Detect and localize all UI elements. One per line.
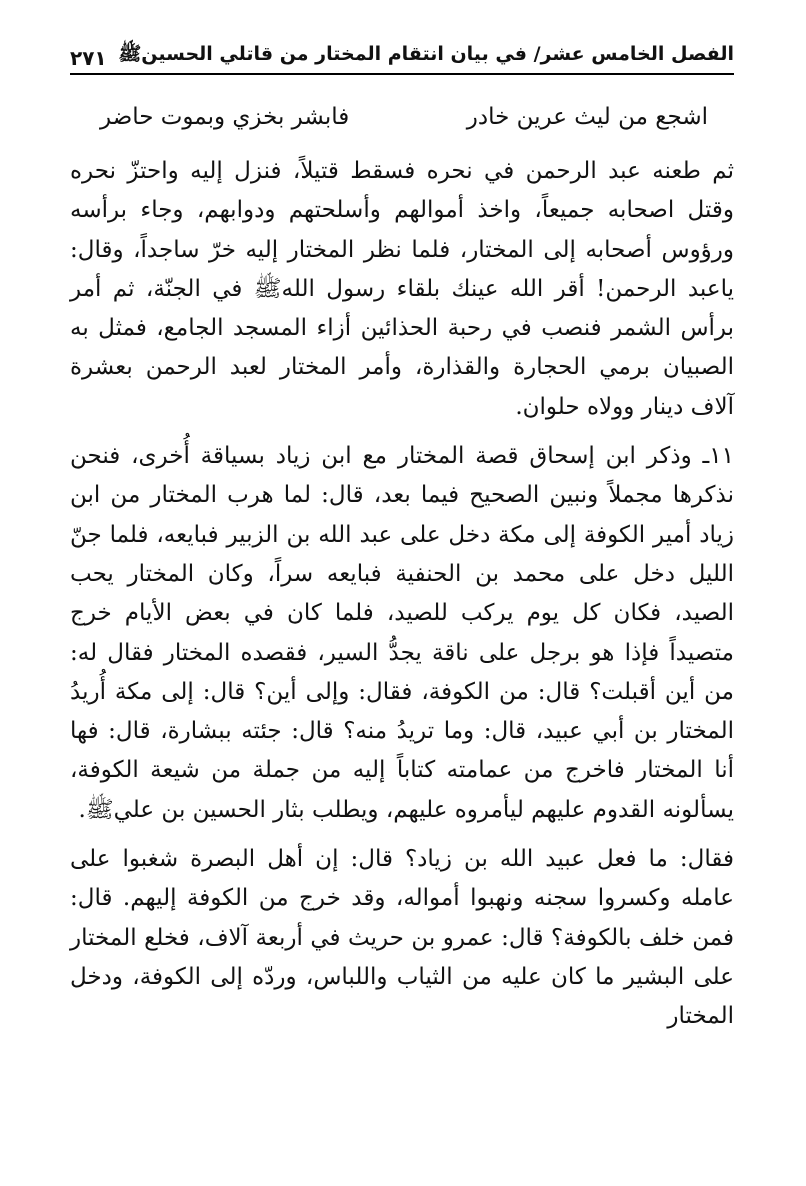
- paragraph-3: فقال: ما فعل عبيد الله بن زياد؟ قال: إن أهل البصرة شغبوا على عامله وكسروا سجنه ونهبوا أمواله، وقد خرج من الكوفة إليهم. قال: فمن خلف بالكوفة؟ قال: عمرو بن حريث في أربعة آلاف، فخلع المختار على البشير ما كان عليه من الثياب واللباس، وردّه إلى الكوفة، ودخل المختار: [70, 846, 734, 1030]
- paragraph-2: ١١ـ وذكر ابن إسحاق قصة المختار مع ابن زياد بسياقة أُخرى، فنحن نذكرها مجملاً ونبين الصحيح فيما بعد، قال: لما هرب المختار من ابن زياد أمير الكوفة إلى مكة دخل على عبد الله بن الزبير فبايعه، فلما جنّ الليل دخل على محمد بن الحنفية فبايعه سراً، وكان المختار يحب الصيد، فكان كل يوم يركب للصيد، فلما كان في بعض الأيام خرج متصيداً فإذا هو برجل على ناقة يجدُّ السير، فقصده المختار فقال له: من أين أقبلت؟ قال: من الكوفة، فقال: وإلى أين؟ قال: إلى مكة أُريدُ المختار بن أبي عبيد، قال: وما تريدُ منه؟ قال: جئته ببشارة، قال: فها أنا المختار فاخرج من عمامته كتاباً إليه من جملة من شيعة الكوفة، يسألونه القدوم عليهم ليأمروه عليهم، ويطلب بثار الحسين بن عليﷺ.: [70, 443, 734, 823]
- verse-second-hemistich: فابشر بخزي وبموت حاضر: [100, 104, 350, 130]
- running-header: [70, 30, 734, 70]
- paragraph-1: ثم طعنه عبد الرحمن في نحره فسقط قتيلاً، فنزل إليه واحتزّ نحره وقتل اصحابه جميعاً، واخذ أموالهم وأسلحتهم ودوابهم، وجاء برأسه ورؤوس أصحابه إلى المختار، فلما نظر المختار إليه خرّ ساجداً، وقال: ياعبد الرحمن! أقر الله عينك بلقاء رسول اللهﷺ في الجنّة، ثم أمر برأس الشمر فنصب في رحبة الحذائين أزاء المسجد الجامع، فمثل به الصبيان برمي الحجارة والقذارة، وأمر المختار لعبد الرحمن بعشرة آلاف دينار وولاه حلوان.: [70, 158, 734, 420]
- page-number: ٢٧١: [70, 46, 107, 70]
- main-text: [70, 152, 734, 1037]
- chapter-title: الفصل الخامس عشر/ في بيان انتقام المختار من قاتلي الحسينﷺ: [118, 43, 734, 65]
- header-rule: [70, 73, 734, 75]
- verse-first-hemistich: اشجع من ليث عرين خادر: [466, 104, 708, 130]
- poetry-verse: [100, 104, 708, 148]
